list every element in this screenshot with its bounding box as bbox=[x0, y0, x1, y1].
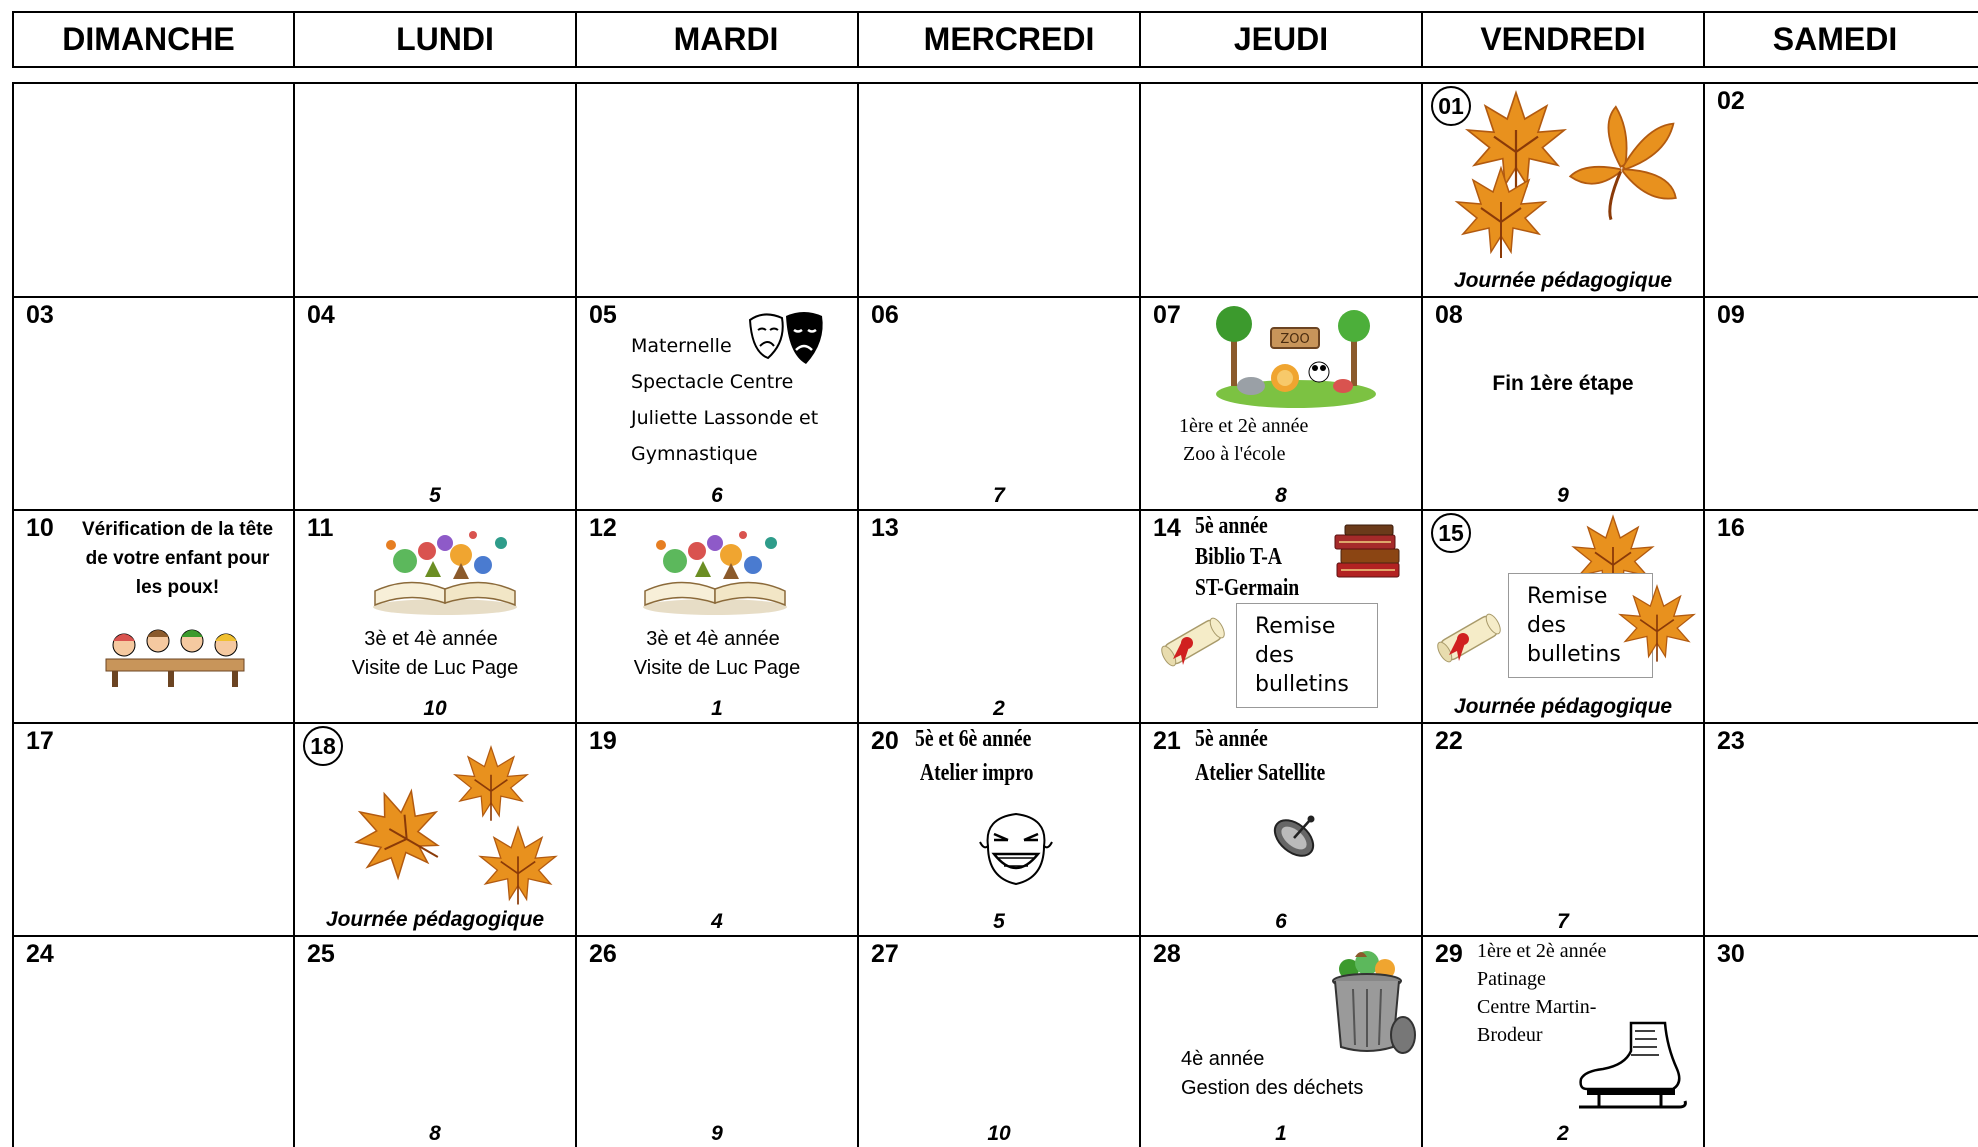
day-cell-16[interactable] bbox=[1705, 511, 1978, 724]
day-number: 07 bbox=[1153, 301, 1181, 329]
day-number: 01 bbox=[1431, 86, 1471, 126]
day-number: 19 bbox=[589, 727, 617, 755]
weekday-monday: LUNDI bbox=[295, 13, 577, 66]
diploma-scroll-icon bbox=[1157, 609, 1229, 675]
event-text: 1ère et 2è année bbox=[1477, 940, 1607, 962]
cycle-day: 7 bbox=[993, 484, 1005, 507]
event-text: 3è et 4è année Visite de Luc Page bbox=[633, 628, 801, 679]
day-cell-22[interactable] bbox=[1423, 724, 1705, 937]
day-number: 28 bbox=[1153, 940, 1181, 968]
event-text: 4è année Gestion des déchets bbox=[1181, 1048, 1364, 1099]
day-number: 26 bbox=[589, 940, 617, 968]
weekday-saturday: SAMEDI bbox=[1705, 13, 1978, 66]
day-cell-13[interactable] bbox=[859, 511, 1141, 724]
day-number: 16 bbox=[1717, 514, 1745, 542]
day-cell-18[interactable] bbox=[295, 724, 577, 937]
journee-pedagogique-label: Journée pédagogique bbox=[325, 908, 545, 931]
event-text: 1ère et 2è année Zoo à l'école bbox=[1179, 415, 1309, 465]
day-cell-23[interactable] bbox=[1705, 724, 1978, 937]
day-cell-06[interactable] bbox=[859, 298, 1141, 511]
day-cell-14[interactable] bbox=[1141, 511, 1423, 724]
books-stack-icon bbox=[1331, 523, 1407, 587]
day-cell-05[interactable] bbox=[577, 298, 859, 511]
event-text: 5è et 6è année Atelier impro bbox=[915, 726, 1034, 786]
day-number: 03 bbox=[26, 301, 54, 329]
event-text: 5è année Biblio T-A ST-Germain bbox=[1195, 513, 1300, 601]
autumn-leaf-icon bbox=[1615, 581, 1699, 665]
cycle-day: 7 bbox=[1557, 910, 1569, 933]
weekday-thursday: JEUDI bbox=[1141, 13, 1423, 66]
day-cell-08[interactable] bbox=[1423, 298, 1705, 511]
day-number: 25 bbox=[307, 940, 335, 968]
day-cell-25[interactable] bbox=[295, 937, 577, 1147]
empty-cell bbox=[295, 84, 577, 298]
day-number: 30 bbox=[1717, 940, 1745, 968]
autumn-leaf-icon bbox=[333, 784, 463, 884]
cycle-day: 4 bbox=[711, 910, 723, 933]
day-cell-29[interactable] bbox=[1423, 937, 1705, 1147]
cycle-day: 8 bbox=[1275, 484, 1287, 507]
day-number: 15 bbox=[1431, 513, 1471, 553]
day-number: 04 bbox=[307, 301, 335, 329]
day-cell-28[interactable] bbox=[1141, 937, 1423, 1147]
day-number: 23 bbox=[1717, 727, 1745, 755]
day-number: 22 bbox=[1435, 727, 1463, 755]
day-number: 10 bbox=[26, 514, 54, 542]
laughing-face-icon bbox=[974, 806, 1058, 890]
event-text: 3è et 4è année Visite de Luc Page bbox=[351, 628, 519, 679]
zoo-illustration bbox=[1211, 306, 1381, 410]
svg-text:ZOO: ZOO bbox=[1280, 332, 1310, 347]
day-cell-26[interactable] bbox=[577, 937, 859, 1147]
event-text: Patinage Centre Martin- Brodeur bbox=[1477, 968, 1597, 1046]
empty-cell bbox=[1141, 84, 1423, 298]
day-cell-09[interactable] bbox=[1705, 298, 1978, 511]
weekday-wednesday: MERCREDI bbox=[859, 13, 1141, 66]
ice-skate-icon bbox=[1573, 1017, 1689, 1117]
journee-pedagogique-label: Journée pédagogique bbox=[1453, 695, 1673, 718]
autumn-leaf-icon bbox=[1563, 102, 1683, 222]
day-number: 05 bbox=[589, 301, 617, 329]
day-cell-21[interactable] bbox=[1141, 724, 1423, 937]
cycle-day: 8 bbox=[429, 1122, 441, 1145]
diploma-scroll-icon bbox=[1433, 605, 1505, 671]
day-number: 14 bbox=[1153, 514, 1181, 542]
day-number: 24 bbox=[26, 940, 54, 968]
day-number: 12 bbox=[589, 514, 617, 542]
open-storybook-illustration bbox=[635, 521, 795, 617]
cycle-day: 10 bbox=[423, 697, 447, 720]
cycle-day: 9 bbox=[1557, 484, 1569, 507]
empty-cell bbox=[577, 84, 859, 298]
calendar-grid bbox=[12, 82, 1978, 1147]
day-cell-30[interactable] bbox=[1705, 937, 1978, 1147]
cycle-day: 2 bbox=[993, 697, 1005, 720]
event-text: Fin 1ère étape bbox=[1492, 372, 1634, 395]
weekday-header bbox=[12, 11, 1978, 68]
cycle-day: 5 bbox=[993, 910, 1005, 933]
cycle-day: 9 bbox=[711, 1122, 723, 1145]
day-number: 09 bbox=[1717, 301, 1745, 329]
day-number: 08 bbox=[1435, 301, 1463, 329]
autumn-leaf-icon bbox=[475, 822, 561, 908]
event-text: 5è année Atelier Satellite bbox=[1195, 726, 1326, 786]
day-cell-01[interactable] bbox=[1423, 84, 1705, 298]
cycle-day: 1 bbox=[1275, 1122, 1287, 1145]
day-cell-27[interactable] bbox=[859, 937, 1141, 1147]
day-cell-10[interactable] bbox=[14, 511, 295, 724]
empty-cell bbox=[859, 84, 1141, 298]
cycle-day: 6 bbox=[711, 484, 723, 507]
day-number: 21 bbox=[1153, 727, 1181, 755]
event-text: Vérification de la tête de votre enfant pour les poux! bbox=[81, 519, 274, 598]
day-cell-19[interactable] bbox=[577, 724, 859, 937]
open-storybook-illustration bbox=[365, 521, 525, 617]
day-cell-20[interactable] bbox=[859, 724, 1141, 937]
day-cell-15[interactable] bbox=[1423, 511, 1705, 724]
cycle-day: 1 bbox=[711, 697, 723, 720]
empty-cell bbox=[14, 84, 295, 298]
compost-bin-icon bbox=[1321, 947, 1417, 1059]
day-number: 20 bbox=[871, 727, 899, 755]
report-card-note: Remise des bulletins bbox=[1236, 603, 1378, 708]
weekday-tuesday: MARDI bbox=[577, 13, 859, 66]
journee-pedagogique-label: Journée pédagogique bbox=[1453, 269, 1673, 292]
kids-at-desk-illustration bbox=[102, 623, 248, 689]
day-cell-07[interactable] bbox=[1141, 298, 1423, 511]
weekday-friday: VENDREDI bbox=[1423, 13, 1705, 66]
autumn-leaf-icon bbox=[1451, 162, 1551, 262]
day-cell-04[interactable] bbox=[295, 298, 577, 511]
cycle-day: 10 bbox=[987, 1122, 1011, 1145]
day-cell-11[interactable] bbox=[295, 511, 577, 724]
cycle-day: 2 bbox=[1557, 1122, 1569, 1145]
cycle-day: 5 bbox=[429, 484, 441, 507]
day-number: 17 bbox=[26, 727, 54, 755]
day-cell-12[interactable] bbox=[577, 511, 859, 724]
weekday-sunday: DIMANCHE bbox=[14, 13, 295, 66]
day-cell-02[interactable] bbox=[1705, 84, 1978, 298]
day-cell-03[interactable] bbox=[14, 298, 295, 511]
day-number: 18 bbox=[303, 726, 343, 766]
day-number: 13 bbox=[871, 514, 899, 542]
report-card-note: Remise des bulletins bbox=[1508, 573, 1653, 678]
day-number: 27 bbox=[871, 940, 899, 968]
event-text: Maternelle Spectacle Centre Juliette Lassonde et Gymnastique bbox=[631, 335, 819, 465]
day-number: 02 bbox=[1717, 87, 1745, 115]
day-number: 06 bbox=[871, 301, 899, 329]
day-cell-17[interactable] bbox=[14, 724, 295, 937]
day-number: 11 bbox=[307, 514, 334, 542]
day-number: 29 bbox=[1435, 940, 1463, 968]
day-cell-24[interactable] bbox=[14, 937, 295, 1147]
satellite-dish-icon bbox=[1266, 806, 1326, 866]
cycle-day: 6 bbox=[1275, 910, 1287, 933]
